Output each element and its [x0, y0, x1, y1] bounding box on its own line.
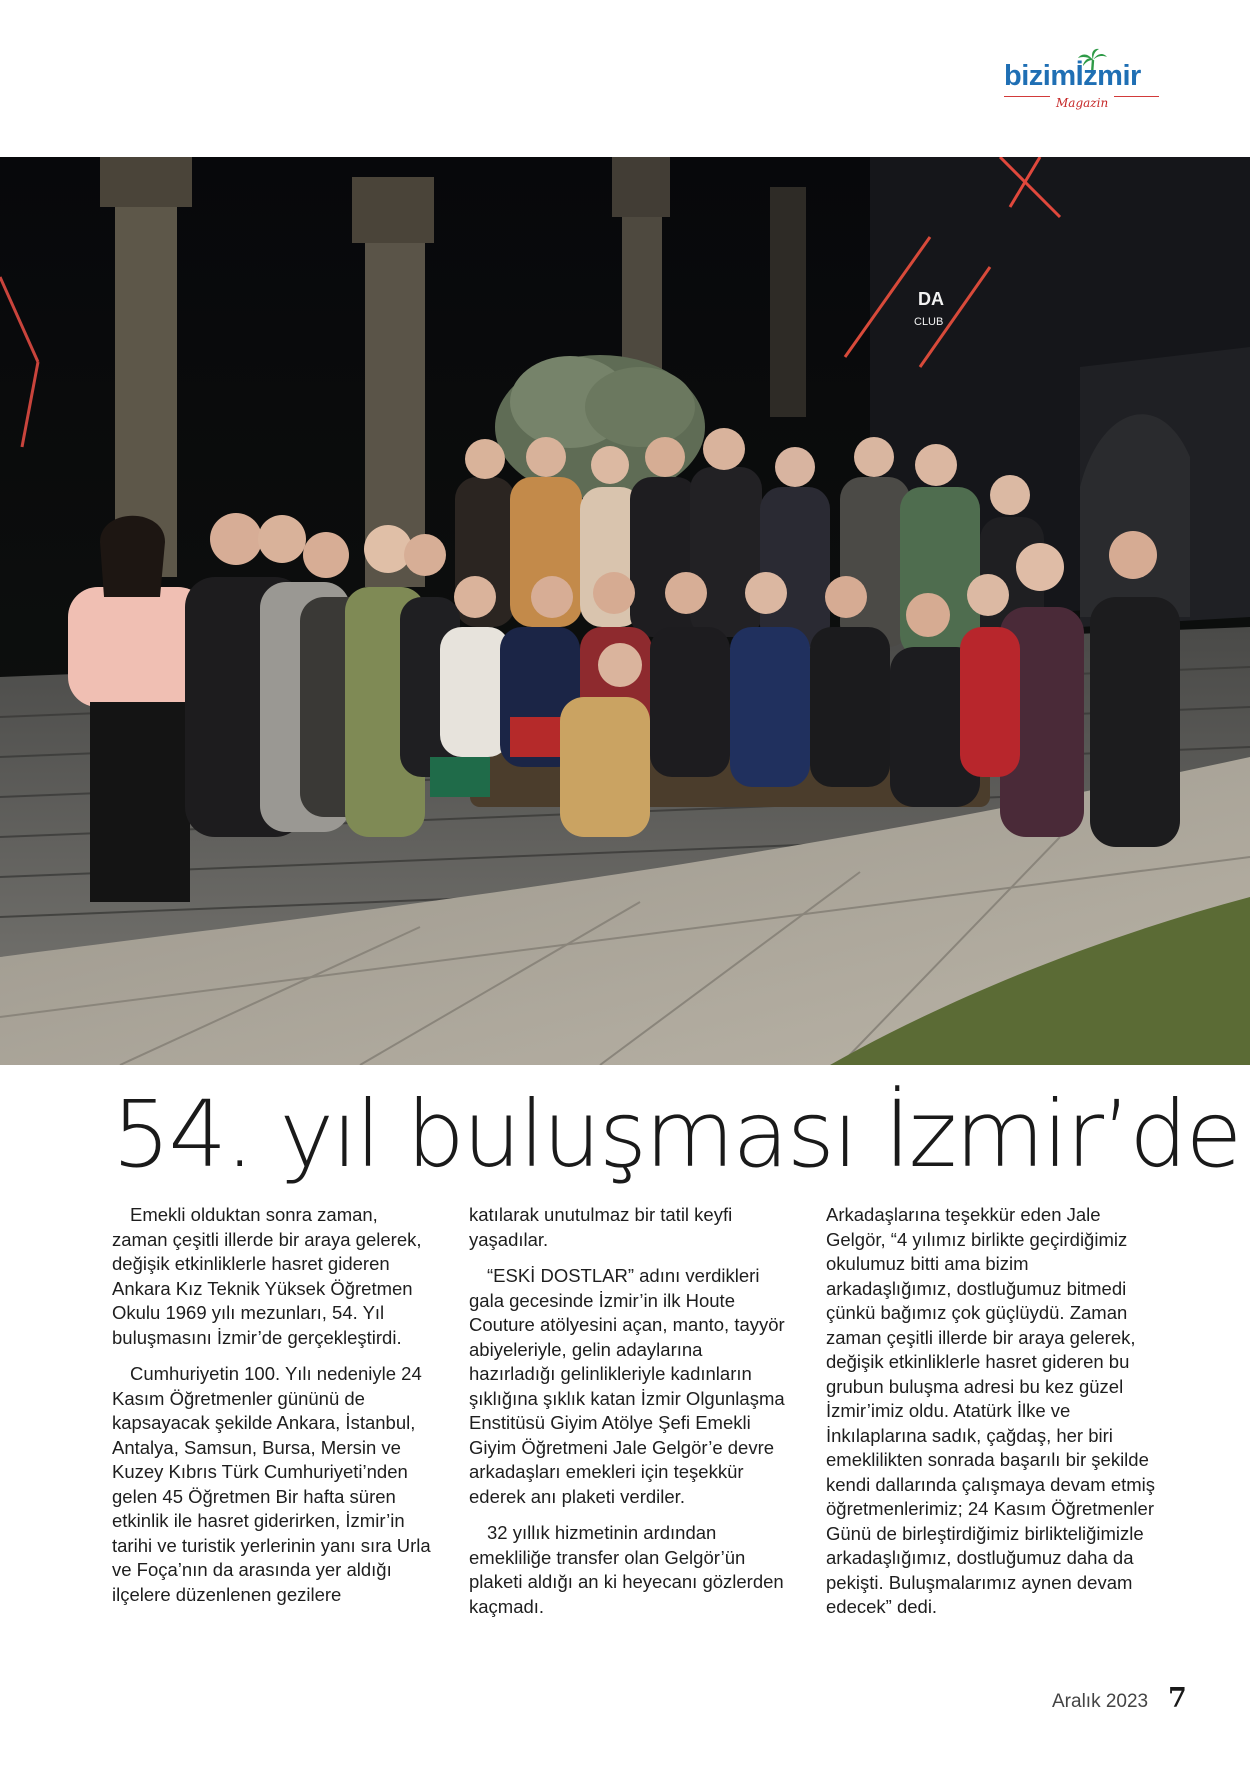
article-column-1	[112, 1203, 432, 1619]
brand-logo[interactable]	[1000, 48, 1170, 112]
paragraph: 32 yıllık hizmetinin ardından emekliliğe transfer olan Gelgör’ün plaketi aldığı an ki heyecanı gözlerden kaçmadı.	[469, 1522, 784, 1617]
brand-name-part1: bizim	[1004, 60, 1076, 92]
page-number: 7	[1168, 1683, 1187, 1714]
article-headline: 54. yıl buluşması İzmir’de	[112, 1081, 1241, 1188]
paragraph: “ESKİ DOSTLAR” adını verdikleri gala gecesinde İzmir’in ilk Houte Couture atölyesini açan, manto, tayyör abiyeleriyle, gelin adaylarına hazırladığı gelinlikleriyle kadınların şıklığına şıklık katan İzmir Olgunlaşma Enstitüsü Giyim Atölye Şefi Emekli Giyim Öğretmeni Jale Gelgör’e devre arkadaşları emekleri için teşekkür ederek anı plaketi verdiler.	[469, 1265, 785, 1507]
brand-name	[1004, 62, 1141, 91]
paragraph: Emekli olduktan sonra zaman, zaman çeşitli illerde bir araya gelerek, değişik etkinliklerle hasret gideren Ankara Kız Teknik Yüksek Öğretmen Okulu 1969 yılı mezunları, 54. Yıl buluşmasını İzmir’de gerçekleştirdi.	[112, 1204, 422, 1348]
article-column-3	[826, 1203, 1156, 1632]
article-column-2	[469, 1203, 789, 1631]
paragraph: Cumhuriyetin 100. Yılı nedeniyle 24 Kasım Öğretmenler gününü de kapsayacak şekilde Ankara, İstanbul, Antalya, Samsun, Bursa, Mersin ve Kuzey Kıbrıs Türk Cumhuriyeti’nden gelen 45 Öğretmen Bir hafta süren etkinlik ile hasret giderirken, İzmir’in tarihi ve turistik yerlerinin yanı sıra Urla ve Foça’nın da arasında yer aldığı ilçelere düzenlenen gezilere	[112, 1363, 431, 1605]
paragraph: Arkadaşlarına teşekkür eden Jale Gelgör, “4 yılımız birlikte geçirdiğimiz okulumuz bitti ama bizim arkadaşlığımız, dostluğumuz bitmedi çünkü bağımız çok güçlüydü. Zaman zaman çeşitli illerde bir araya gelerek, değişik etkinliklerle hasret gideren bu grubun buluşma adresi bu kez güzel İzmir’imiz oldu. Atatürk İlke ve İnkılaplarına sadık, çağdaş, her biri emeklilikten sonrada başarılı bir şekilde kendi dallarında çalışmaya devam etmiş öğretmenlerimiz; 24 Kasım Öğretmenler Günü de birleştirdiğimiz birlikteliğimizle arkadaşlığımız, dostluğumuz daha da pekişti. Buluşmalarımız aynen devam edecek” dedi.	[826, 1204, 1156, 1617]
neon-sign-text: DA	[918, 289, 944, 309]
brand-subtitle: Magazin	[1050, 96, 1114, 110]
group-photo-illustration	[0, 157, 1250, 1065]
neon-sign-subtext: CLUB	[914, 316, 944, 328]
group-photo	[0, 157, 1250, 1065]
paragraph: katılarak unutulmaz bir tatil keyfi yaşadılar.	[469, 1204, 733, 1250]
brand-name-part2: İzmir	[1075, 60, 1141, 92]
issue-date: Aralık 2023	[1052, 1691, 1149, 1712]
